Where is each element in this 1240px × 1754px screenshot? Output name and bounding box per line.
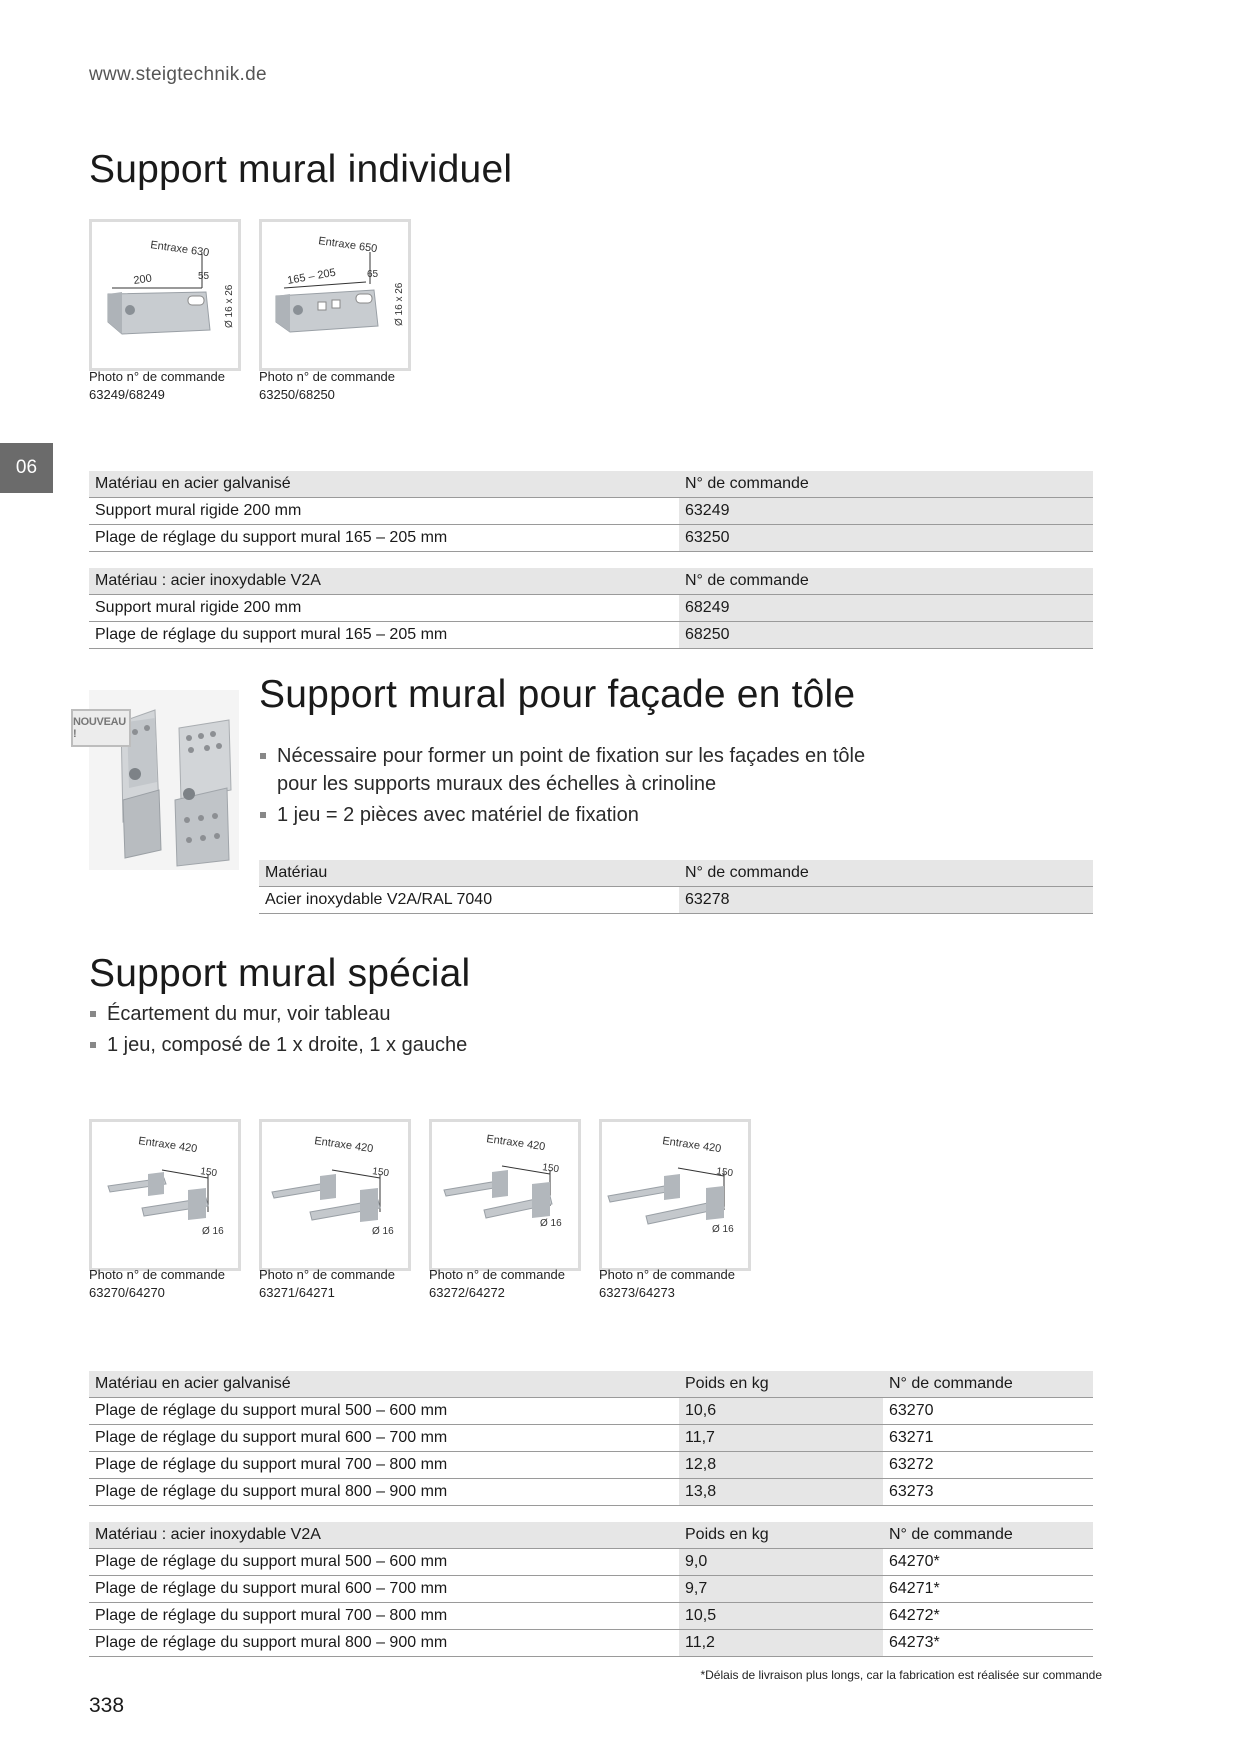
dim-label-top: Entraxe 650	[317, 235, 379, 256]
website-url: www.steigtechnik.de	[89, 64, 267, 85]
spec-table-facade	[259, 860, 1093, 914]
image-caption: Photo n° de commande 63250/68250	[259, 369, 396, 402]
table-row: Plage de réglage du support mural 500 – 600 mm 10,6 63270	[89, 1398, 1093, 1425]
dim-label-b: 65	[367, 269, 379, 280]
table-row: Plage de réglage du support mural 600 – 700 mm 11,7 63271	[89, 1425, 1093, 1452]
new-badge: NOUVEAU !	[71, 709, 131, 747]
table-row: Plage de réglage du support mural 600 – 700 mm 9,7 64271*	[89, 1576, 1093, 1603]
spec-table-stainless	[89, 568, 1093, 649]
list-item: Nécessaire pour former un point de fixation sur les façades en tôle pour les supports muraux des échelles à crinoline	[259, 742, 1059, 798]
page-number: 338	[89, 1694, 125, 1717]
dim-label-a: 200	[132, 272, 153, 287]
wall-bracket-adjustable-drawing-icon	[259, 219, 411, 371]
wall-bracket-rigid-drawing-icon	[89, 219, 241, 371]
svg-text:150: 150	[541, 1162, 560, 1176]
dim-label-b: 55	[198, 271, 210, 282]
special-bullet-list	[89, 1000, 889, 1062]
wall-bracket-special-drawing-icon	[599, 1119, 751, 1271]
svg-text:Entraxe 420: Entraxe 420	[313, 1135, 375, 1156]
table-row: Plage de réglage du support mural 165 – 205 mm 63250	[89, 525, 1093, 552]
table-row: Plage de réglage du support mural 700 – 800 mm 12,8 63272	[89, 1452, 1093, 1479]
section-title-individual: Support mural individuel	[89, 148, 513, 191]
table-row: Support mural rigide 200 mm 63249	[89, 498, 1093, 525]
table-row: Acier inoxydable V2A/RAL 7040 63278	[259, 887, 1093, 914]
table-header-row: Matériau N° de commande	[259, 860, 1093, 887]
table-row: Plage de réglage du support mural 165 – 205 mm 68250	[89, 622, 1093, 649]
image-caption: Photo n° de commande 63270/64270	[89, 1267, 226, 1300]
image-caption: Photo n° de commande 63249/68249	[89, 369, 226, 402]
table-header-row: Matériau : acier inoxydable V2A Poids en kg N° de commande	[89, 1522, 1093, 1549]
chapter-tab: 06	[0, 443, 53, 493]
table-header-row: Matériau en acier galvanisé Poids en kg N° de commande	[89, 1371, 1093, 1398]
wall-bracket-special-drawing-icon	[89, 1119, 241, 1271]
svg-text:150: 150	[371, 1166, 390, 1180]
table-header-row: Matériau : acier inoxydable V2A N° de commande	[89, 568, 1093, 595]
svg-text:Ø 16: Ø 16	[712, 1224, 734, 1235]
svg-text:150: 150	[715, 1166, 734, 1180]
svg-text:Ø 16: Ø 16	[540, 1218, 562, 1229]
table-row: Plage de réglage du support mural 500 – 600 mm 9,0 64270*	[89, 1549, 1093, 1576]
image-caption: Photo n° de commande 63271/64271	[259, 1267, 396, 1300]
svg-text:150: 150	[199, 1166, 218, 1180]
svg-text:Entraxe 420: Entraxe 420	[661, 1135, 723, 1156]
list-item: Écartement du mur, voir tableau	[89, 1000, 889, 1028]
list-item: 1 jeu = 2 pièces avec matériel de fixation	[259, 801, 1059, 829]
footnote: *Délais de livraison plus longs, car la fabrication est réalisée sur commande	[700, 1668, 1102, 1682]
svg-text:Ø 16: Ø 16	[202, 1226, 224, 1237]
table-row: Plage de réglage du support mural 700 – 800 mm 10,5 64272*	[89, 1603, 1093, 1630]
table-row: Plage de réglage du support mural 800 – 900 mm 13,8 63273	[89, 1479, 1093, 1506]
section-title-special: Support mural spécial	[89, 952, 471, 995]
image-caption: Photo n° de commande 63272/64272	[429, 1267, 566, 1300]
table-row: Plage de réglage du support mural 800 – 900 mm 11,2 64273*	[89, 1630, 1093, 1657]
dim-label-top: Entraxe 630	[149, 239, 211, 260]
wall-bracket-special-drawing-icon	[259, 1119, 411, 1271]
table-header-row: Matériau en acier galvanisé N° de commande	[89, 471, 1093, 498]
spec-table-galvanized	[89, 471, 1093, 552]
svg-text:Entraxe 420: Entraxe 420	[485, 1133, 547, 1154]
facade-bullet-list	[259, 742, 1059, 832]
list-item: 1 jeu, composé de 1 x droite, 1 x gauche	[89, 1031, 889, 1059]
dim-label-a: 165 – 205	[286, 266, 337, 287]
svg-text:Entraxe 420: Entraxe 420	[137, 1135, 199, 1156]
wall-bracket-special-drawing-icon	[429, 1119, 581, 1271]
svg-text:Ø 16: Ø 16	[372, 1226, 394, 1237]
dim-label-c: Ø 16 x 26	[224, 284, 235, 328]
spec-table-special-stainless	[89, 1522, 1093, 1657]
dim-label-c: Ø 16 x 26	[394, 282, 405, 326]
section-title-facade: Support mural pour façade en tôle	[259, 673, 856, 716]
image-caption: Photo n° de commande 63273/64273	[599, 1267, 736, 1300]
spec-table-special-galvanized	[89, 1371, 1093, 1506]
table-row: Support mural rigide 200 mm 68249	[89, 595, 1093, 622]
